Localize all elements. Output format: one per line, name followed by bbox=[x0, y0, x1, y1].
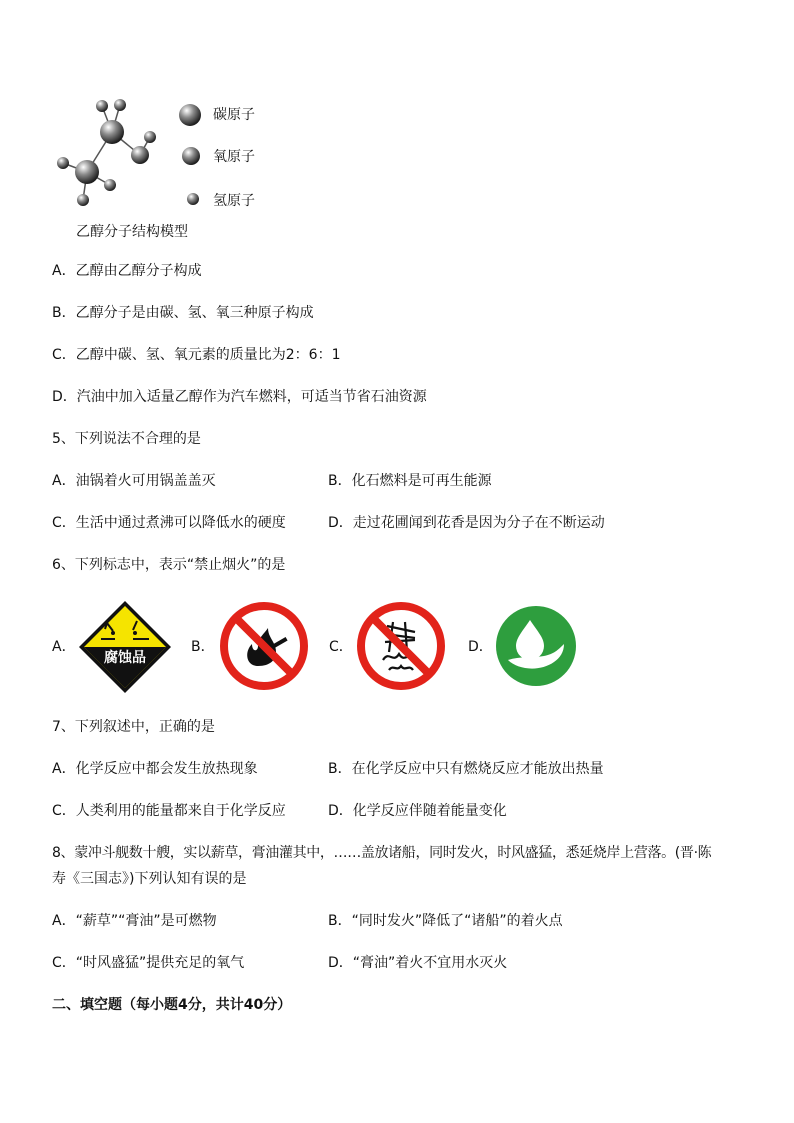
q4-option-d: D．汽油中加入适量乙醇作为汽车燃料，可适当节省石油资源 bbox=[52, 389, 427, 405]
q5-option-a: A．油锅着火可用锅盖盖灭 bbox=[52, 473, 216, 489]
q4-option-b: B．乙醇分子是由碳、氢、氧三种原子构成 bbox=[52, 305, 314, 321]
figure-caption: 乙醇分子结构模型 bbox=[76, 224, 188, 240]
oxygen-atom bbox=[131, 146, 149, 164]
q6-label-a: A． bbox=[52, 639, 76, 655]
q8-option-c: C．“时风盛猛”提供充足的氧气 bbox=[52, 955, 245, 971]
hydrogen-atom bbox=[144, 131, 156, 143]
q7-option-c: C．人类利用的能量都来自于化学反应 bbox=[52, 803, 286, 819]
q8-option-a: A．“薪草”“膏油”是可燃物 bbox=[52, 913, 217, 929]
q6-label-d: D． bbox=[468, 639, 493, 655]
legend-oxygen-label: 氧原子 bbox=[213, 149, 255, 165]
hydrogen-atom bbox=[96, 100, 108, 112]
q7-option-b: B．在化学反应中只有燃烧反应才能放出热量 bbox=[328, 761, 604, 777]
ethanol-molecule-model bbox=[50, 94, 170, 206]
q7-stem: 7、下列叙述中，正确的是 bbox=[52, 719, 215, 735]
carbon-atom bbox=[100, 120, 124, 144]
q5-stem: 5、下列说法不合理的是 bbox=[52, 431, 201, 447]
legend-hydrogen-label: 氢原子 bbox=[213, 193, 255, 209]
hydrogen-atom bbox=[114, 99, 126, 111]
q4-option-c: C．乙醇中碳、氢、氧元素的质量比为2：6：1 bbox=[52, 347, 341, 363]
q5-option-b: B．化石燃料是可再生能源 bbox=[328, 473, 492, 489]
q8-stem-line1: 8、蒙冲斗舰数十艘，实以薪草，膏油灌其中，……盖放诸船，同时发火，时风盛猛，悉延烧岸上营落。(晋·陈 bbox=[52, 845, 712, 861]
water-saving-sign-icon bbox=[494, 604, 578, 688]
q8-option-b: B．“同时发火”降低了“诸船”的着火点 bbox=[328, 913, 563, 929]
q7-option-a: A．化学反应中都会发生放热现象 bbox=[52, 761, 258, 777]
hydrogen-atom bbox=[104, 179, 116, 191]
legend-oxygen-icon bbox=[181, 146, 201, 166]
q4-option-a: A．乙醇由乙醇分子构成 bbox=[52, 263, 202, 279]
corrosive-sign-text: 腐蚀品 bbox=[104, 650, 146, 666]
no-fire-sign-icon bbox=[218, 600, 310, 692]
legend-carbon-icon bbox=[178, 103, 202, 127]
q7-option-d: D．化学反应伴随着能量变化 bbox=[328, 803, 507, 819]
q6-label-c: C． bbox=[329, 639, 353, 655]
corrosive-sign-icon bbox=[77, 599, 173, 695]
legend-hydrogen-icon bbox=[186, 192, 200, 206]
legend-carbon-label: 碳原子 bbox=[213, 107, 255, 123]
q8-option-d: D．“膏油”着火不宜用水灭火 bbox=[328, 955, 508, 971]
section-heading-fill-in: 二、填空题（每小题4分，共计40分） bbox=[52, 997, 292, 1013]
hydrogen-atom bbox=[77, 194, 89, 206]
q6-label-b: B． bbox=[191, 639, 215, 655]
q5-option-d: D．走过花圃闻到花香是因为分子在不断运动 bbox=[328, 515, 605, 531]
q5-option-c: C．生活中通过煮沸可以降低水的硬度 bbox=[52, 515, 286, 531]
carbon-atom bbox=[75, 160, 99, 184]
no-burning-firewood-sign-icon bbox=[355, 600, 447, 692]
q8-stem-line2: 寿《三国志》)下列认知有误的是 bbox=[52, 871, 247, 887]
q6-stem: 6、下列标志中，表示“禁止烟火”的是 bbox=[52, 557, 286, 573]
hydrogen-atom bbox=[57, 157, 69, 169]
